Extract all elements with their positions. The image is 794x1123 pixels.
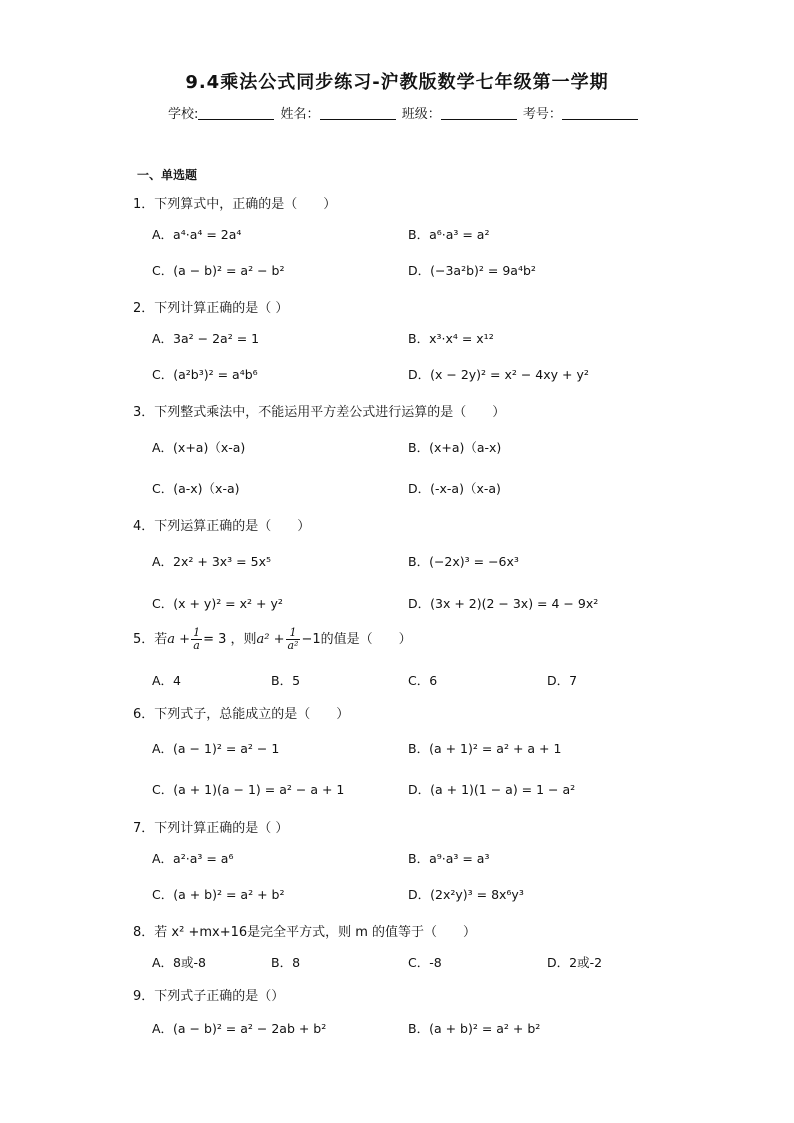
question-4-option-d[interactable]: D．(3x + 2)(2 − 3x) = 4 − 9x² [408,596,599,611]
school-label: 学校: [168,107,199,122]
q5-suffix: −1的值是（ ） [301,632,412,647]
q5-prefix: 5．若 [133,632,168,647]
question-1-option-c[interactable]: C．(a − b)² = a² − b² [152,263,285,278]
question-2-option-c[interactable]: C．(a²b³)² = a⁴b⁶ [152,367,258,382]
question-5-option-d[interactable]: D．7 [547,673,578,688]
question-4-stem: 4．下列运算正确的是（ ） [133,519,311,534]
student-info-row [168,103,640,122]
exam-no-blank[interactable] [562,106,638,120]
name-blank[interactable] [320,106,396,120]
q5-frac1-num: 1 [193,626,201,639]
question-6-option-c[interactable]: C．(a + 1)(a − 1) = a² − a + 1 [152,782,345,797]
section-heading: 一、单选题 [137,168,198,182]
question-8-option-c[interactable]: C．-8 [408,955,442,970]
question-5-option-c[interactable]: C．6 [408,673,438,688]
question-4-option-c[interactable]: C．(x + y)² = x² + y² [152,596,283,611]
question-4-option-b[interactable]: B．(−2x)³ = −6x³ [408,554,519,569]
question-4-option-a[interactable]: A．2x² + 3x³ = 5x⁵ [152,554,271,569]
question-3-option-c[interactable]: C．(a-x)（x-a) [152,481,240,496]
question-2-stem: 2．下列计算正确的是（ ） [133,301,289,316]
exam-no-label: 考号： [522,107,562,122]
question-1-stem: 1．下列算式中，正确的是（ ） [133,197,337,212]
question-5-option-a[interactable]: A．4 [152,673,182,688]
question-8-option-d[interactable]: D．2或-2 [547,955,603,970]
q5-frac2-den: a² [287,639,299,652]
question-7-option-d[interactable]: D．(2x²y)³ = 8x⁶y³ [408,887,524,902]
page-title: 9.4乘法公式同步练习-沪教版数学七年级第一学期 [185,72,609,93]
question-8-stem: 8．若 x² +mx+16是完全平方式，则 m 的值等于（ ） [133,925,477,940]
q5-frac2-num: 1 [286,627,301,640]
question-6-option-b[interactable]: B．(a + 1)² = a² + a + 1 [408,741,562,756]
question-3-option-b[interactable]: B．(x+a)（a-x) [408,440,502,455]
q5-mid: = 3 ，则 [203,632,257,647]
class-label: 班级： [401,107,441,122]
class-blank[interactable] [441,106,517,120]
q5-frac1-den: a [193,639,200,652]
q5-fraction-1 [191,627,202,652]
question-6-stem: 6．下列式子，总能成立的是（ ） [133,707,350,722]
question-1-option-a[interactable]: A．a⁴·a⁴ = 2a⁴ [152,227,242,242]
q5-fraction-2 [286,627,301,652]
question-8-option-a[interactable]: A．8或-8 [152,955,206,970]
question-7-stem: 7．下列计算正确的是（ ） [133,821,289,836]
question-7-option-c[interactable]: C．(a + b)² = a² + b² [152,887,285,902]
question-9-option-b[interactable]: B．(a + b)² = a² + b² [408,1021,541,1036]
question-3-option-a[interactable]: A．(x+a)（x-a) [152,440,246,455]
question-2-option-d[interactable]: D．(x − 2y)² = x² − 4xy + y² [408,367,589,382]
question-5-option-b[interactable]: B．5 [271,673,301,688]
question-9-stem: 9．下列式子正确的是（） [133,989,285,1004]
school-blank[interactable] [198,106,274,120]
question-1-option-d[interactable]: D．(−3a²b)² = 9a⁴b² [408,263,536,278]
q5-b-term: a² + [256,632,285,647]
question-3-stem: 3．下列整式乘法中，不能运用平方差公式进行运算的是（ ） [133,405,506,420]
question-3-option-d[interactable]: D．(-x-a)（x-a) [408,481,501,496]
name-label: 姓名： [280,107,320,122]
q5-a-term: a + [167,632,191,647]
question-8-option-b[interactable]: B．8 [271,955,301,970]
question-2-option-a[interactable]: A．3a² − 2a² = 1 [152,331,260,346]
question-7-option-b[interactable]: B．a⁹·a³ = a³ [408,851,490,866]
question-6-option-a[interactable]: A．(a − 1)² = a² − 1 [152,741,280,756]
question-5-stem [133,627,412,652]
question-6-option-d[interactable]: D．(a + 1)(1 − a) = 1 − a² [408,782,576,797]
question-1-option-b[interactable]: B．a⁶·a³ = a² [408,227,490,242]
question-7-option-a[interactable]: A．a²·a³ = a⁶ [152,851,234,866]
question-2-option-b[interactable]: B．x³·x⁴ = x¹² [408,331,494,346]
question-9-option-a[interactable]: A．(a − b)² = a² − 2ab + b² [152,1021,327,1036]
